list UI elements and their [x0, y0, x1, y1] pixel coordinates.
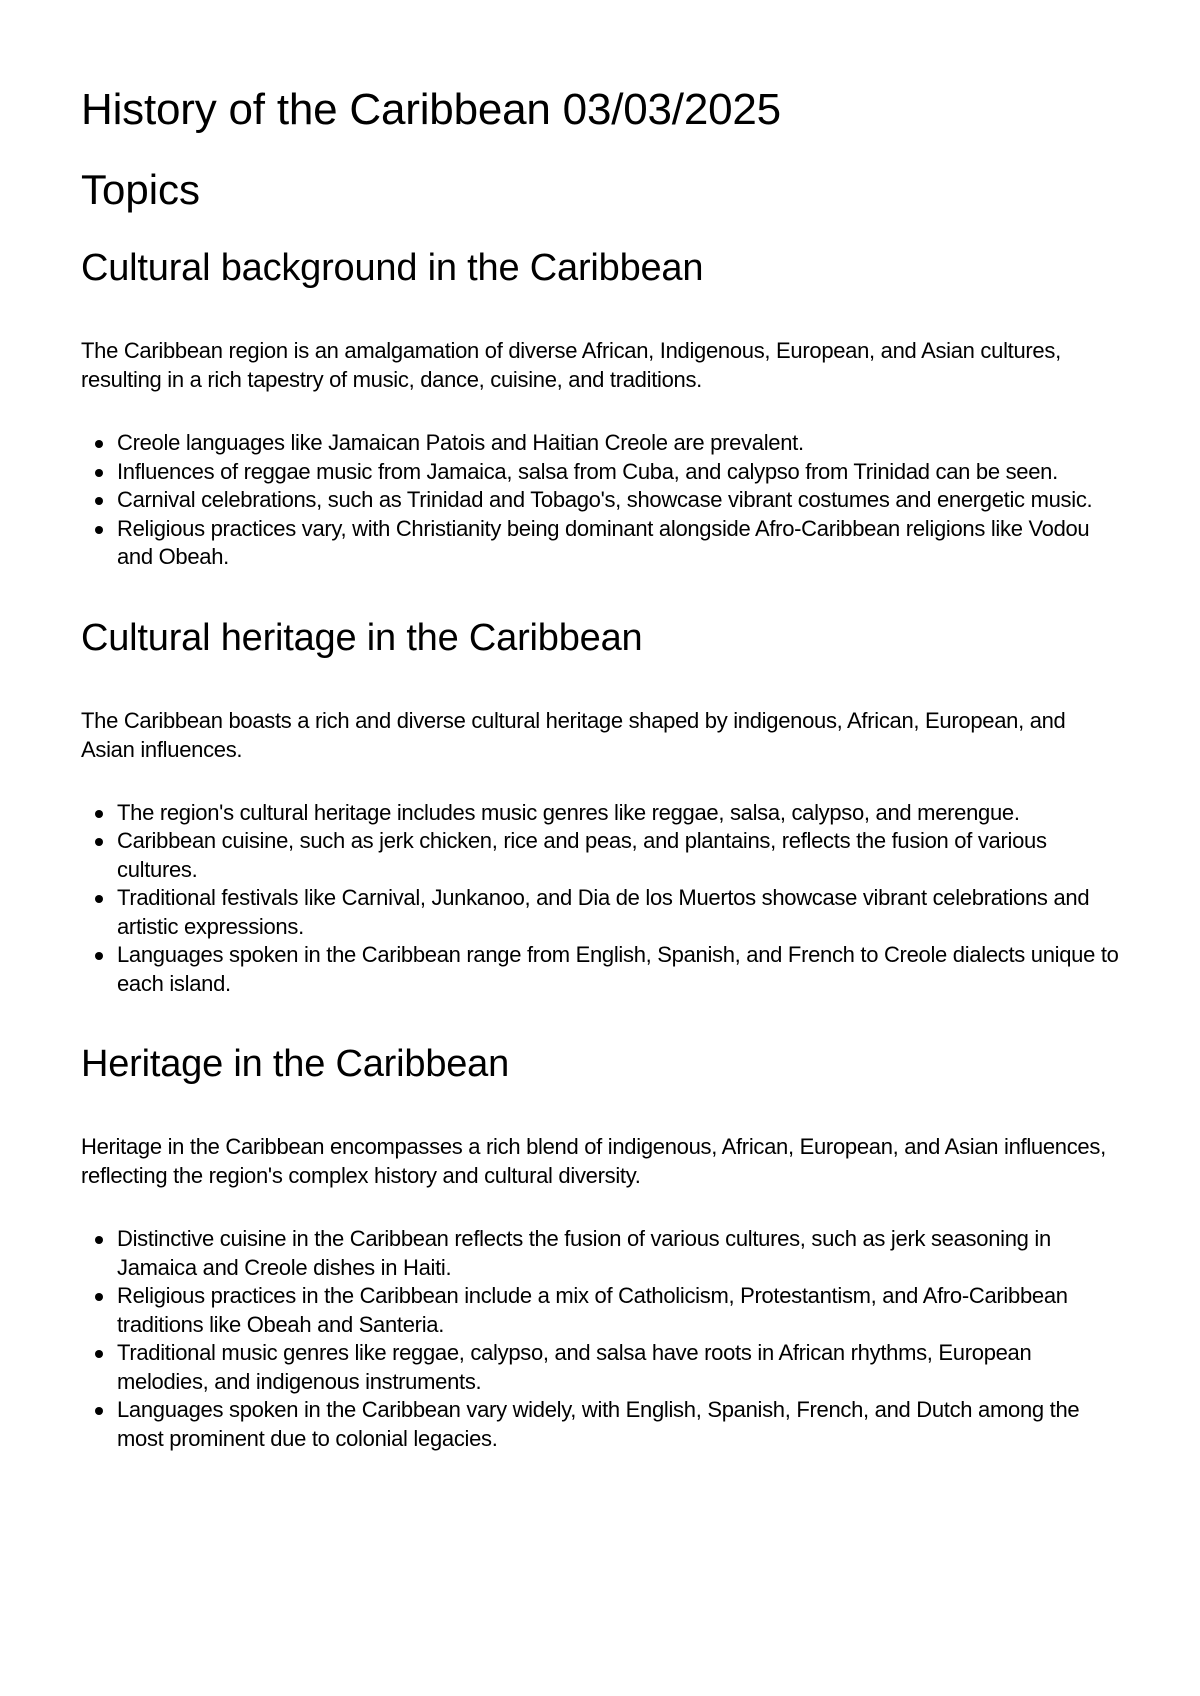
list-item-text: Traditional festivals like Carnival, Junkanoo, and Dia de los Muertos showcase vibrant celebrations and artistic expressions.	[117, 885, 1090, 939]
bullet-icon	[95, 838, 103, 846]
list-item	[117, 429, 1120, 458]
list-item	[117, 1339, 1120, 1396]
list-item-text: Carnival celebrations, such as Trinidad and Tobago's, showcase vibrant costumes and energetic music.	[117, 487, 1093, 512]
list-item	[117, 799, 1120, 828]
bullet-list	[81, 429, 1120, 572]
bullet-icon	[95, 895, 103, 903]
bullet-icon	[95, 810, 103, 818]
list-item-text: Caribbean cuisine, such as jerk chicken, rice and peas, and plantains, reflects the fusion of various cultures.	[117, 828, 1047, 882]
list-item-text: Languages spoken in the Caribbean range from English, Spanish, and French to Creole dialects unique to each island.	[117, 942, 1119, 996]
list-item-text: Distinctive cuisine in the Caribbean reflects the fusion of various cultures, such as jerk seasoning in Jamaica and Creole dishes in Haiti.	[117, 1226, 1051, 1280]
list-item	[117, 1225, 1120, 1282]
bullet-icon	[95, 526, 103, 534]
section-cultural-heritage	[81, 612, 1120, 999]
list-item-text: Influences of reggae music from Jamaica, salsa from Cuba, and calypso from Trinidad can be seen.	[117, 458, 1058, 484]
list-item	[117, 1396, 1120, 1453]
list-item	[117, 1282, 1120, 1339]
list-item-text: Traditional music genres like reggae, calypso, and salsa have roots in African rhythms, European melodies, and indigenous instruments.	[117, 1340, 1032, 1394]
bullet-list	[81, 1225, 1120, 1453]
bullet-icon	[95, 1293, 103, 1301]
list-item-text: Languages spoken in the Caribbean vary widely, with English, Spanish, French, and Dutch among the most prominent due to colonial legacies.	[117, 1397, 1080, 1451]
section-heading: Heritage in the Caribbean	[81, 1043, 510, 1085]
bullet-icon	[95, 1236, 103, 1244]
list-item-text: Religious practices vary, with Christianity being dominant alongside Afro-Caribbean religions like Vodou and Obeah.	[117, 515, 1090, 569]
bullet-icon	[95, 469, 103, 477]
section-heading: Cultural heritage in the Caribbean	[81, 616, 643, 659]
bullet-icon	[95, 497, 103, 505]
bullet-icon	[95, 440, 103, 448]
list-item	[117, 884, 1120, 941]
list-item	[117, 515, 1120, 572]
page-title: History of the Caribbean 03/03/2025	[81, 85, 781, 134]
section-intro: The Caribbean boasts a rich and diverse cultural heritage shaped by indigenous, African, European, and Asian influences.	[81, 707, 1066, 762]
list-item-text: Religious practices in the Caribbean include a mix of Catholicism, Protestantism, and Afro-Caribbean traditions like Obeah and Santeria.	[117, 1283, 1068, 1337]
section-heading: Cultural background in the Caribbean	[81, 247, 704, 289]
list-item	[117, 486, 1120, 515]
list-item-text: Creole languages like Jamaican Patois and Haitian Creole are prevalent.	[117, 430, 804, 455]
list-item	[117, 941, 1120, 998]
list-item	[117, 827, 1120, 884]
bullet-list	[81, 799, 1120, 999]
section-intro: Heritage in the Caribbean encompasses a rich blend of indigenous, African, European, and Asian influences, reflecting the region's complex history and cultural diversity.	[81, 1134, 1106, 1188]
list-item-text: The region's cultural heritage includes music genres like reggae, salsa, calypso, and merengue.	[117, 799, 1020, 825]
bullet-icon	[95, 952, 103, 960]
bullet-icon	[95, 1407, 103, 1415]
bullet-icon	[95, 1350, 103, 1358]
topics-heading: Topics	[81, 166, 201, 213]
list-item	[117, 458, 1120, 487]
section-intro: The Caribbean region is an amalgamation of diverse African, Indigenous, European, and Asian cultures, resulting in a rich tapestry of music, dance, cuisine, and traditions.	[81, 338, 1061, 392]
section-heritage	[81, 1038, 1120, 1453]
section-cultural-background	[81, 242, 1120, 572]
